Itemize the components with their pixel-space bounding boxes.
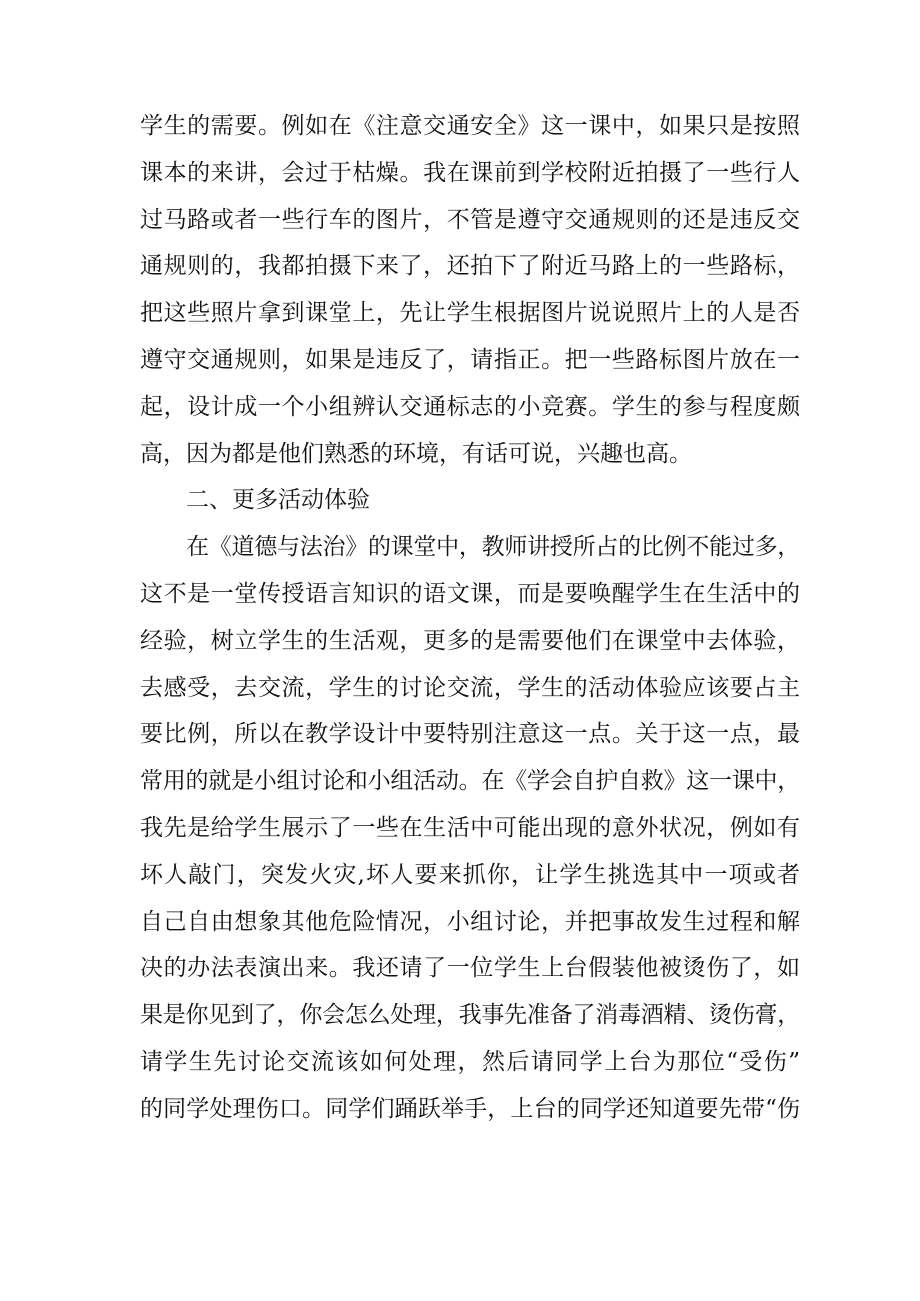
text-line: 把这些照片拿到课堂上，先让学生根据图片说说照片上的人是否	[140, 300, 800, 327]
text-line: 要比例，所以在教学设计中要特别注意这一点。关于这一点，最	[140, 721, 800, 748]
text-line: 经验，树立学生的生活观，更多的是需要他们在课堂中去体验，	[140, 627, 800, 654]
text-line: 自己自由想象其他危险情况，小组讨论，并把事故发生过程和解	[140, 908, 800, 935]
text-line: 去感受，去交流，学生的讨论交流，学生的活动体验应该要占主	[140, 674, 800, 701]
text-line: 起，设计成一个小组辨认交通标志的小竞赛。学生的参与程度颇	[140, 393, 800, 420]
section-heading: 二、更多活动体验	[186, 487, 370, 514]
text-line: 课本的来讲，会过于枯燥。我在课前到学校附近拍摄了一些行人	[140, 159, 800, 186]
body-text	[140, 103, 800, 1133]
text-line: 坏人敲门，突发火灾,坏人要来抓你，让学生挑选其中一项或者	[140, 861, 800, 888]
text-line: 这不是一堂传授语言知识的语文课，而是要唤醒学生在生活中的	[140, 580, 800, 607]
text-line: 学生的需要。例如在《注意交通安全》这一课中，如果只是按照	[140, 113, 800, 139]
text-line: 果是你见到了，你会怎么处理，我事先准备了消毒酒精、烫伤膏，	[140, 1002, 800, 1029]
text-line: 高，因为都是他们熟悉的环境，有话可说，兴趣也高。	[140, 440, 692, 467]
text-line: 常用的就是小组讨论和小组活动。在《学会自护自救》这一课中，	[140, 768, 800, 795]
text-line: 请学生先讨论交流该如何处理，然后请同学上台为那位“受伤”	[140, 1048, 800, 1075]
text-line: 过马路或者一些行车的图片，不管是遵守交通规则的还是违反交	[140, 206, 800, 233]
text-line: 遵守交通规则，如果是违反了，请指正。把一些路标图片放在一	[140, 346, 800, 373]
text-line: 决的办法表演出来。我还请了一位学生上台假装他被烫伤了，如	[140, 955, 800, 982]
text-line: 在《道德与法治》的课堂中，教师讲授所占的比例不能过多，	[186, 534, 800, 561]
text-line: 的同学处理伤口。同学们踊跃举手，上台的同学还知道要先带“伤	[140, 1095, 800, 1122]
text-line: 通规则的，我都拍摄下来了，还拍下了附近马路上的一些路标，	[140, 253, 800, 280]
text-line: 我先是给学生展示了一些在生活中可能出现的意外状况，例如有	[140, 814, 800, 841]
